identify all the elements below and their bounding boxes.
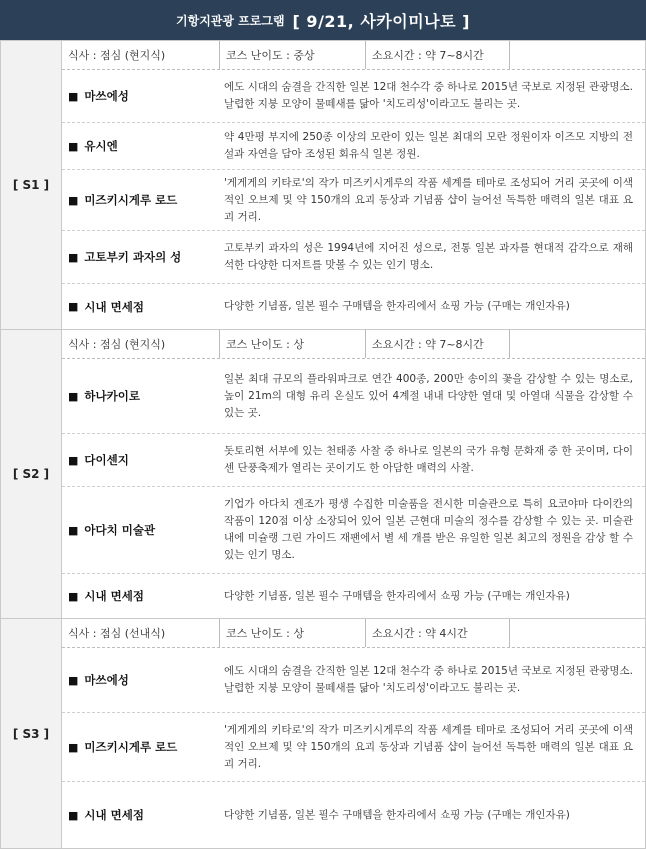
itinerary-item [62, 487, 645, 574]
itinerary-item [62, 359, 645, 434]
meal-info: 식사 : 점심 (현지식) [62, 330, 220, 358]
header-subtitle: 기항지관광 프로그램 [176, 13, 285, 28]
header-title: [ 9/21, 사카이미나토 ] [292, 11, 470, 31]
item-name: 하나카이로 [84, 389, 140, 403]
difficulty-info: 코스 난이도 : 중상 [220, 41, 366, 69]
item-description: 약 4만평 부지에 250종 이상의 모란이 있는 일본 최대의 모란 정원이자 이즈모 지방의 전설과 자연을 담아 조성된 회유식 일본 정원. [224, 131, 633, 160]
item-name: 마쓰에성 [84, 673, 129, 687]
section-s3 [1, 619, 646, 849]
program-header [0, 0, 646, 40]
section-label: [ S3 ] [1, 619, 62, 849]
item-name: 유시엔 [84, 139, 118, 153]
square-bullet-icon: ■ [68, 389, 79, 403]
item-description: 다양한 기념품, 일본 필수 구매템을 한자리에서 쇼핑 가능 (구매는 개인자유) [224, 589, 570, 602]
duration-info: 소요시간 : 약 7~8시간 [366, 41, 510, 69]
item-description: 에도 시대의 숨결을 간직한 일본 12대 천수각 중 하나로 2015년 국보로 지정된 관광명소. 날렵한 지붕 모양이 물떼새를 닮아 '치도리성'이라고도 불리는 곳. [224, 665, 633, 694]
item-name: 미즈키시게루 로드 [84, 740, 178, 754]
item-name: 다이센지 [84, 453, 129, 467]
section-s2 [1, 330, 646, 619]
itinerary-item [62, 713, 645, 782]
itinerary-item [62, 648, 645, 713]
item-description: 일본 최대 규모의 플라워파크로 연간 400종, 200만 송이의 꽃을 감상할 수 있는 명소로, 높이 21m의 대형 유리 온실도 있어 4계절 내내 다양한 열대 및 아열대 식물을 감상할 수 있는 곳. [224, 372, 633, 419]
meal-info: 식사 : 점심 (선내식) [62, 619, 220, 647]
item-name: 아다치 미술관 [84, 523, 156, 537]
itinerary-item [62, 434, 645, 487]
section-label: [ S2 ] [1, 330, 62, 619]
item-name: 미즈키시게루 로드 [84, 193, 178, 207]
itinerary-item [62, 284, 645, 329]
difficulty-info: 코스 난이도 : 상 [220, 330, 366, 358]
square-bullet-icon: ■ [68, 193, 79, 207]
course-info [62, 41, 645, 70]
itinerary-item [62, 123, 645, 170]
itinerary-item [62, 574, 645, 618]
item-description: 다양한 기념품, 일본 필수 구매템을 한자리에서 쇼핑 가능 (구매는 개인자유) [224, 300, 570, 312]
item-description: '게게게의 키타로'의 작가 미즈키시게루의 작품 세계를 테마로 조성되어 거리 곳곳에 이색적인 오브제 및 약 150개의 요괴 동상과 기념품 샵이 늘어선 독특한 매력의 일본 대표 요괴 거리. [224, 176, 633, 223]
item-description: '게게게의 키타로'의 작가 미즈키시게루의 작품 세계를 테마로 조성되어 거리 곳곳에 이색적인 오브제 및 약 150개의 요괴 동상과 기념품 샵이 늘어선 독특한 매력의 일본 대표 요괴 거리. [224, 723, 633, 770]
item-description: 고토부키 과자의 성은 1994년에 지어진 성으로, 전통 일본 과자를 현대적 감각으로 재해석한 다양한 디저트를 맛볼 수 있는 인기 명소. [224, 242, 633, 271]
square-bullet-icon: ■ [68, 139, 79, 153]
item-description: 기업가 아다치 겐조가 평생 수집한 미술품을 전시한 미술관으로 특히 요코야마 다이칸의 작품이 120점 이상 소장되어 있어 일본 근현대 미술의 정수를 감상할 수 있는 곳. 미술관 내에 미슐랭 그린 가이드 재팬에서 별 세 개를 받은 유일한 일본 최고의 정원을 감상 할 수 있는 인기 명소. [224, 498, 633, 561]
square-bullet-icon: ■ [68, 523, 79, 537]
square-bullet-icon: ■ [68, 300, 79, 313]
item-description: 에도 시대의 숨결을 간직한 일본 12대 천수각 중 하나로 2015년 국보로 지정된 관광명소. 날렵한 지붕 모양이 물떼새를 닮아 '치도리성'이라고도 불리는 곳. [224, 81, 633, 110]
duration-info: 소요시간 : 약 7~8시간 [366, 330, 510, 358]
square-bullet-icon: ■ [68, 453, 79, 467]
itinerary-item [62, 231, 645, 284]
square-bullet-icon: ■ [68, 250, 79, 264]
item-description: 돗토리현 서부에 있는 천태종 사찰 중 하나로 일본의 국가 유형 문화재 중 한 곳이며, 다이센 단풍축제가 열리는 곳이기도 한 아담한 매력의 사찰. [224, 445, 633, 474]
item-name: 시내 면세점 [84, 589, 144, 603]
item-name: 시내 면세점 [84, 299, 144, 314]
section-label: [ S1 ] [1, 41, 62, 330]
square-bullet-icon: ■ [68, 89, 79, 103]
item-name: 시내 면세점 [84, 808, 144, 822]
meal-info: 식사 : 점심 (현지식) [62, 41, 220, 69]
difficulty-info: 코스 난이도 : 상 [220, 619, 366, 647]
duration-info: 소요시간 : 약 4시간 [366, 619, 510, 647]
square-bullet-icon: ■ [68, 740, 79, 754]
itinerary-item [62, 782, 645, 848]
course-info [62, 619, 645, 648]
square-bullet-icon: ■ [68, 808, 79, 822]
itinerary-item [62, 70, 645, 123]
section-s1 [1, 41, 646, 330]
square-bullet-icon: ■ [68, 589, 79, 603]
item-name: 고토부키 과자의 성 [84, 250, 182, 264]
program-table [0, 40, 646, 849]
square-bullet-icon: ■ [68, 673, 79, 687]
item-name: 마쓰에성 [84, 89, 129, 103]
course-info [62, 330, 645, 359]
item-description: 다양한 기념품, 일본 필수 구매템을 한자리에서 쇼핑 가능 (구매는 개인자유) [224, 808, 570, 821]
itinerary-item [62, 170, 645, 231]
